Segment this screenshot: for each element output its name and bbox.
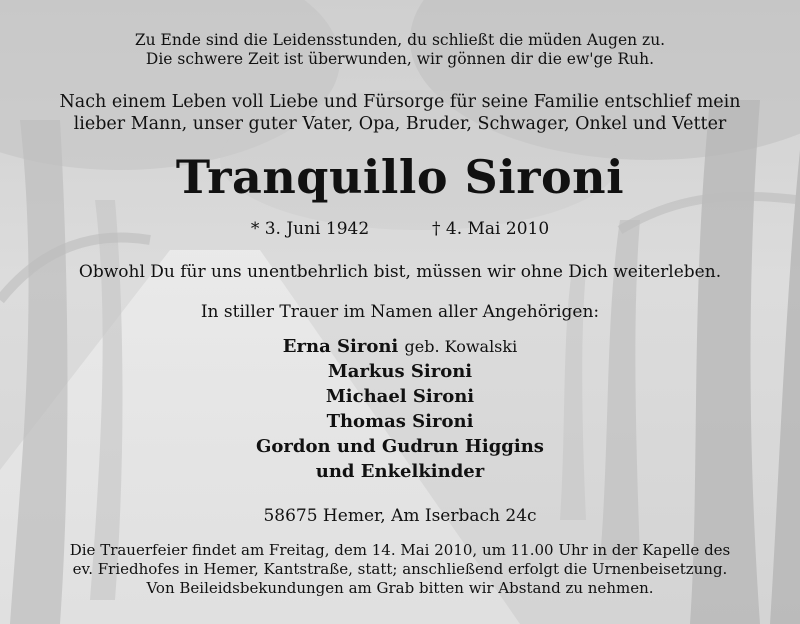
intro-line-2: lieber Mann, unser guter Vater, Opa, Bruder, Schwager, Onkel und Vetter — [73, 114, 727, 134]
death-date: † 4. Mai 2010 — [431, 219, 550, 239]
mourning-line: In stiller Trauer im Namen aller Angehörigen: — [200, 302, 600, 322]
family-member-erna — [0, 336, 800, 357]
family-member: Thomas Sironi — [326, 411, 474, 432]
verse-line-1: Zu Ende sind die Leidensstunden, du schließt die müden Augen zu. — [134, 31, 666, 49]
address: 58675 Hemer, Am Iserbach 24c — [263, 506, 537, 526]
service-info-line-3: Von Beileidsbekundungen am Grab bitten wir Abstand zu nehmen. — [146, 579, 654, 597]
verse-line-2: Die schwere Zeit ist überwunden, wir gönnen dir die ew'ge Ruh. — [145, 50, 655, 68]
family-member: Markus Sironi — [327, 361, 473, 382]
family-member: Gordon und Gudrun Higgins — [256, 436, 544, 457]
intro-line-1: Nach einem Leben voll Liebe und Fürsorge für seine Familie entschlief mein — [59, 92, 741, 112]
family-member: Michael Sironi — [325, 386, 475, 407]
family-member: und Enkelkinder — [315, 461, 485, 482]
deceased-name: Tranquillo Sironi — [175, 150, 625, 204]
family-member-name: Erna Sironi — [282, 336, 399, 357]
service-info-line-2: ev. Friedhofes in Hemer, Kantstraße, statt; anschließend erfolgt die Urnenbeisetzung. — [72, 560, 728, 578]
quote: Obwohl Du für uns unentbehrlich bist, müssen wir ohne Dich weiterleben. — [78, 262, 722, 282]
service-info-line-1: Die Trauerfeier findet am Freitag, dem 14. Mai 2010, um 11.00 Uhr in der Kapelle des — [69, 541, 731, 559]
maiden-name-note: geb. Kowalski — [404, 337, 518, 356]
life-dates — [0, 219, 800, 239]
birth-date: * 3. Juni 1942 — [250, 219, 370, 239]
